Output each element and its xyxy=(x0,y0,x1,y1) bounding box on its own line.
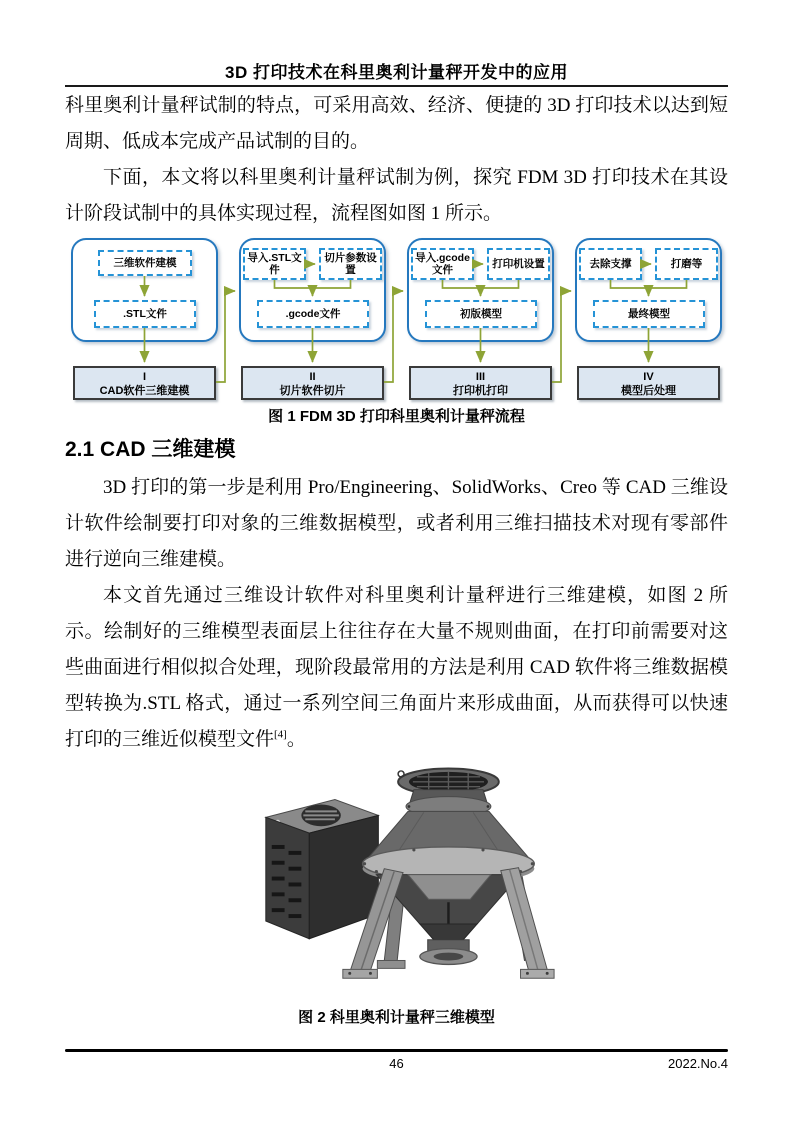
stage1-numeral: I xyxy=(142,371,147,383)
paragraph: 3D 打印的第一步是利用 Pro/Engineering、SolidWorks、Creo 等 CAD 三维设计软件绘制要打印对象的三维数据模型，或者利用三维扫描技术对现有零部件进行逆向三维建模。 xyxy=(65,477,728,570)
header-rule xyxy=(65,85,728,87)
paragraph-text: 本文首先通过三维设计软件对科里奥利计量秤进行三维建模，如图 2 所示。绘制好的三维模型表面层上往往存在大量不规则曲面，在打印前需要对这些曲面进行相似拟合处理，现阶段最常用的方法是利用 CAD 软件将三维数据模型转换为.STL 格式，通过一系列空间三角面片来形成曲面，从而获得可以快速打印的三维近似模型文件 xyxy=(65,585,728,750)
stage4-box-polish: 打磨等 xyxy=(655,248,718,280)
stage1-box-stl-file: .STL文件 xyxy=(94,300,196,328)
stage1-label-box xyxy=(73,366,216,400)
stage3-title: 打印机打印 xyxy=(453,385,508,397)
stage2-box-gcode-file: .gcode文件 xyxy=(257,300,369,328)
stage1-title: CAD软件三维建模 xyxy=(99,385,190,397)
figure1-caption: 图 1 FDM 3D 打印科里奥利计量秤流程 xyxy=(268,408,525,425)
footer-rule xyxy=(65,1049,728,1052)
stage3-box-import-gcode: 导入.gcode文件 xyxy=(411,248,474,280)
stage2-numeral: II xyxy=(309,371,316,383)
stage2-box-slice-params: 切片参数设置 xyxy=(319,248,382,280)
citation-marker: [4] xyxy=(274,728,287,741)
flow-stage-1 xyxy=(65,236,224,402)
stage3-box-first-model: 初版模型 xyxy=(425,300,537,328)
stage3-label-box xyxy=(409,366,552,400)
paragraph: 科里奥利计量秤试制的特点，可采用高效、经济、便捷的 3D 打印技术以达到短周期、低成本完成产品试制的目的。 xyxy=(65,95,728,152)
stage2-label-box xyxy=(241,366,384,400)
stage1-box-modeling: 三维软件建模 xyxy=(98,250,192,276)
page-body xyxy=(65,88,728,1029)
journal-issue: 2022.No.4 xyxy=(668,1056,728,1071)
figure1-flowchart xyxy=(65,236,728,402)
stage2-box-import-stl: 导入.STL文件 xyxy=(243,248,306,280)
stage4-box-remove-support: 去除支撑 xyxy=(579,248,642,280)
stage2-title: 切片软件切片 xyxy=(279,385,346,397)
coriolis-scale-3d-model xyxy=(256,766,556,998)
paragraph-text: 。 xyxy=(286,729,306,750)
stage3-numeral: III xyxy=(475,371,486,383)
running-header-title: 3D 打印技术在科里奥利计量秤开发中的应用 xyxy=(225,63,568,82)
stage4-box-final-model: 最终模型 xyxy=(593,300,705,328)
figure2-image-block xyxy=(65,766,728,1029)
page-number: 46 xyxy=(389,1056,404,1071)
paragraph xyxy=(65,578,728,758)
section-heading: 2.1 CAD 三维建模 xyxy=(65,438,236,461)
stage4-numeral: IV xyxy=(643,371,654,383)
flow-stage-2 xyxy=(233,236,392,402)
flow-stage-4 xyxy=(569,236,728,402)
flow-stage-3 xyxy=(401,236,560,402)
paragraph: 下面，本文将以科里奥利计量秤试制为例，探究 FDM 3D 打印技术在其设计阶段试制中的具体实现过程，流程图如图 1 所示。 xyxy=(65,167,728,224)
stage4-title: 模型后处理 xyxy=(621,385,676,397)
stage3-box-printer-setup: 打印机设置 xyxy=(487,248,550,280)
figure2-caption: 图 2 科里奥利计量秤三维模型 xyxy=(298,1009,495,1026)
stage4-label-box xyxy=(577,366,720,400)
